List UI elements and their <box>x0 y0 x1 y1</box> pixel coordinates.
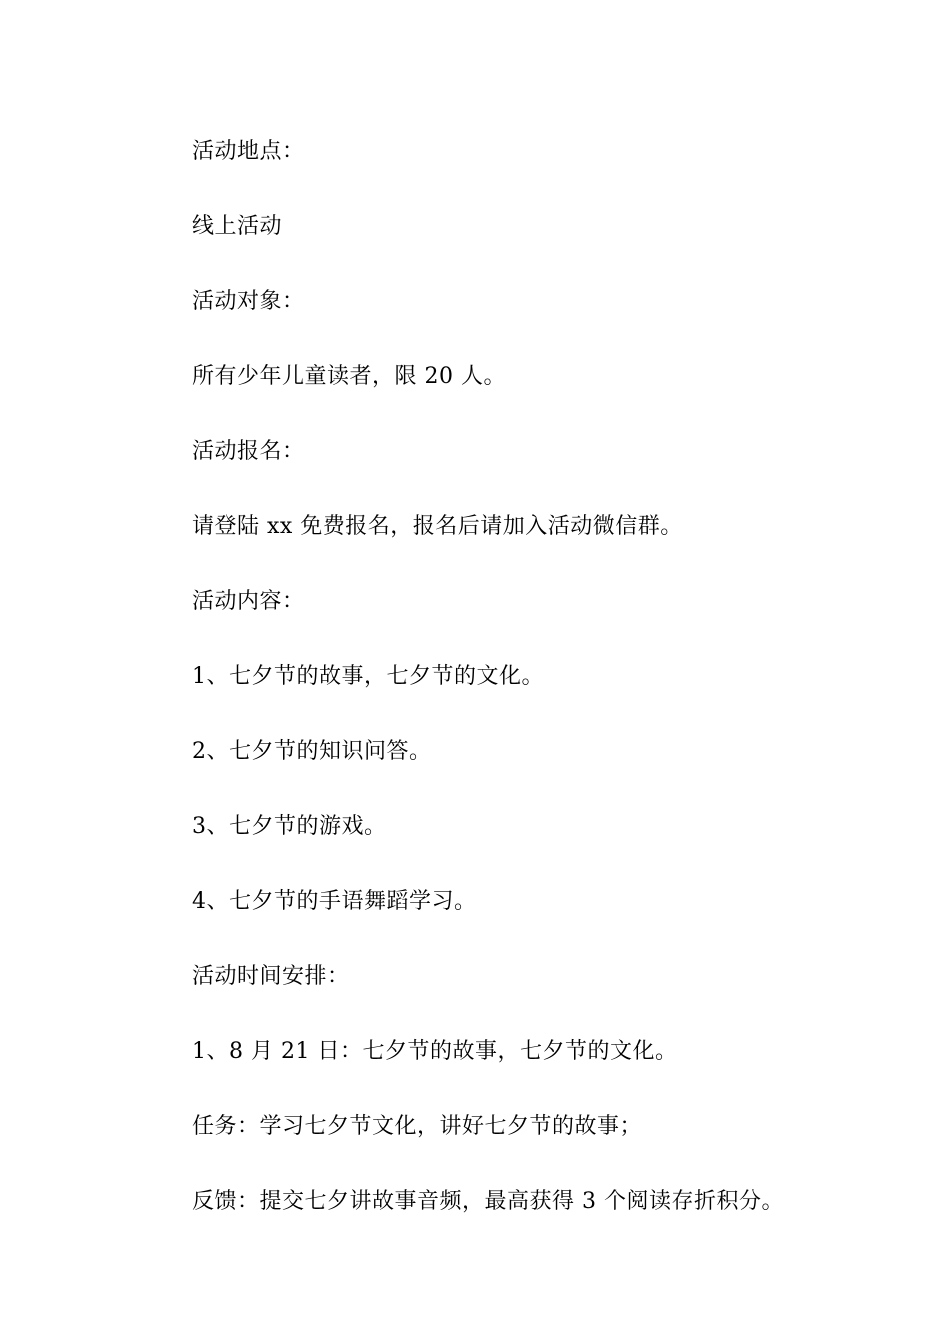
registration-text: 请登陆 xx 免费报名，报名后请加入活动微信群。 <box>192 514 683 539</box>
heading-registration: 活动报名： <box>192 439 305 464</box>
schedule-item-1: 1、8 月 21 日：七夕节的故事，七夕节的文化。 <box>192 1039 678 1064</box>
content-item-4: 4、七夕节的手语舞蹈学习。 <box>192 889 477 914</box>
content-item-1: 1、七夕节的故事，七夕节的文化。 <box>192 664 544 689</box>
schedule-feedback: 反馈：提交七夕讲故事音频，最高获得 3 个阅读存折积分。 <box>192 1189 784 1214</box>
document-body <box>192 134 892 1259</box>
location-text: 线上活动 <box>192 214 283 239</box>
content-item-2: 2、七夕节的知识问答。 <box>192 739 432 764</box>
heading-content: 活动内容： <box>192 589 305 614</box>
heading-schedule: 活动时间安排： <box>192 964 350 989</box>
heading-location: 活动地点： <box>192 139 305 164</box>
schedule-task: 任务：学习七夕节文化，讲好七夕节的故事； <box>192 1114 643 1139</box>
heading-audience: 活动对象： <box>192 289 305 314</box>
audience-text: 所有少年儿童读者，限 20 人。 <box>192 364 506 389</box>
content-item-3: 3、七夕节的游戏。 <box>192 814 387 839</box>
